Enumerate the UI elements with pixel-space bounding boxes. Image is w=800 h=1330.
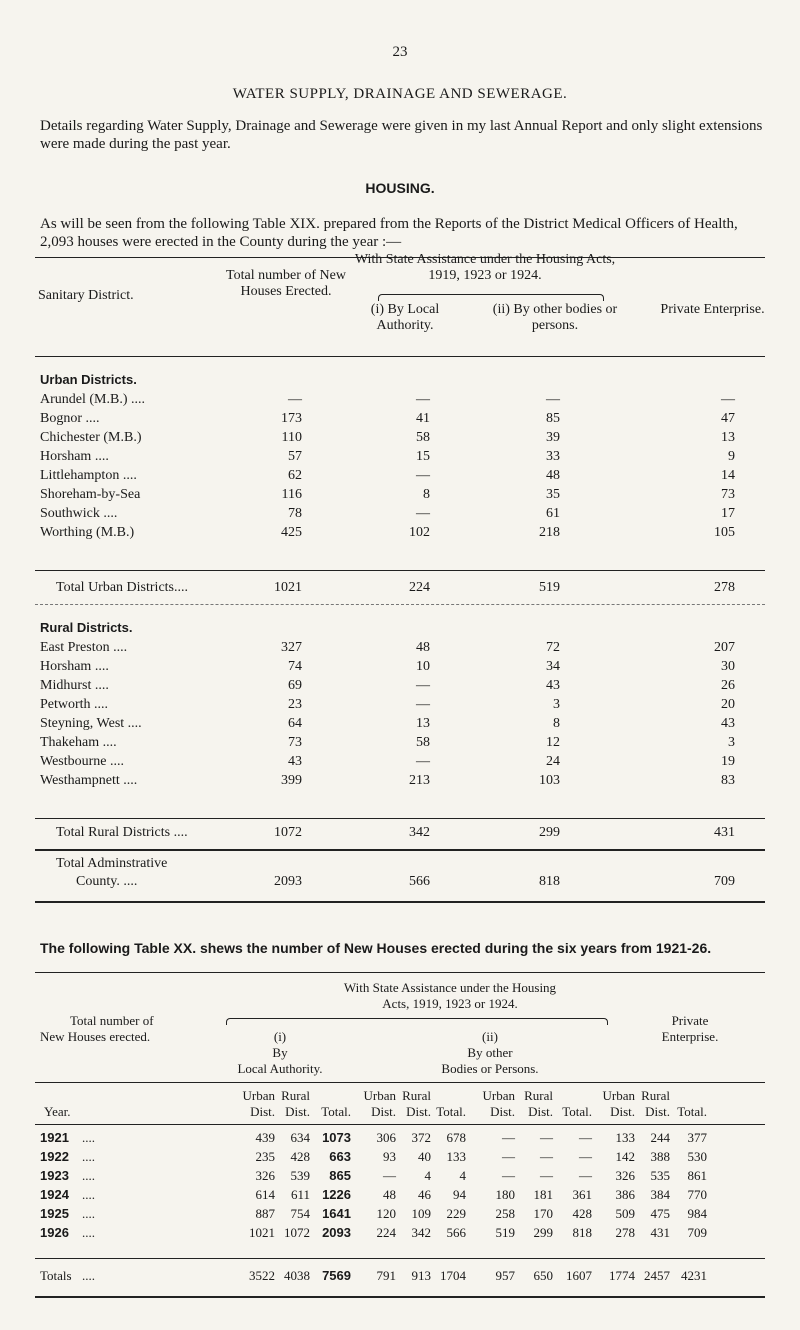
xx-value-cell: 181 bbox=[533, 1187, 553, 1202]
xx-col-rural: Rural bbox=[281, 1088, 310, 1103]
district-other-cell: 8 bbox=[553, 716, 560, 731]
xx-col-dist: Dist. bbox=[528, 1104, 553, 1119]
district-local-cell: 15 bbox=[416, 449, 430, 464]
district-other-cell: 85 bbox=[546, 411, 560, 426]
page-number: 23 bbox=[392, 44, 408, 60]
xx-private-line2: Enterprise. bbox=[661, 1029, 719, 1044]
xx-value-cell: 2093 bbox=[322, 1225, 351, 1240]
county-private-cell: 709 bbox=[714, 874, 735, 889]
xx-value-cell: 678 bbox=[446, 1130, 466, 1145]
district-name: Petworth .... bbox=[40, 697, 109, 712]
district-private-cell: 30 bbox=[721, 659, 735, 674]
county-total-rule bbox=[35, 849, 765, 851]
xx-leader-dots: .... bbox=[82, 1206, 95, 1221]
district-name: Thakeham .... bbox=[40, 735, 117, 750]
xx-value-cell: 4 bbox=[424, 1168, 431, 1183]
xx-totals-cell: 4231 bbox=[681, 1268, 707, 1283]
xx-value-cell: 611 bbox=[290, 1187, 310, 1202]
xx-value-cell: — bbox=[540, 1130, 553, 1145]
table-xix-header-rule bbox=[35, 356, 765, 357]
district-other-cell: 3 bbox=[553, 697, 560, 712]
district-private-cell: 43 bbox=[721, 716, 735, 731]
district-local-cell: 41 bbox=[416, 411, 430, 426]
district-name: Shoreham-by-Sea bbox=[40, 487, 141, 502]
district-name: Horsham .... bbox=[40, 659, 109, 674]
xx-local-line1: (i) bbox=[273, 1029, 287, 1044]
table-xx-totals-rule bbox=[35, 1258, 765, 1259]
xx-local-line3: Local Authority. bbox=[237, 1061, 323, 1076]
xx-year-cell: 1925 bbox=[40, 1206, 69, 1221]
xx-value-cell: 1226 bbox=[322, 1187, 351, 1202]
xx-value-cell: — bbox=[579, 1149, 592, 1164]
xx-value-cell: 431 bbox=[650, 1225, 670, 1240]
housing-paragraph: As will be seen from the following Table XIX. prepared from the Reports of the District Medical Officers of Health, 2,093 houses were erected in the County during the year :— bbox=[40, 216, 738, 250]
district-other-cell: 34 bbox=[546, 659, 560, 674]
xx-value-cell: 388 bbox=[650, 1149, 670, 1164]
xx-col-urban: Urban bbox=[363, 1088, 396, 1103]
xx-totals-cell: 791 bbox=[376, 1268, 396, 1283]
district-local-cell: — bbox=[416, 754, 430, 769]
xx-value-cell: 94 bbox=[453, 1187, 466, 1202]
district-name: Bognor .... bbox=[40, 411, 100, 426]
xx-totals-cell: 4038 bbox=[284, 1268, 310, 1283]
district-local-cell: 13 bbox=[416, 716, 430, 731]
district-total-cell: 1072 bbox=[274, 825, 302, 840]
urban-total-bottom-rule bbox=[35, 604, 765, 605]
xx-col-total: Total. bbox=[677, 1104, 707, 1119]
xx-col-dist: Dist. bbox=[490, 1104, 515, 1119]
district-local-cell: 213 bbox=[409, 773, 430, 788]
xx-local-line2: By bbox=[272, 1045, 288, 1060]
district-private-cell: 431 bbox=[714, 825, 735, 840]
rural-total-rule bbox=[35, 818, 765, 819]
district-local-cell: 342 bbox=[409, 825, 430, 840]
xx-value-cell: 475 bbox=[650, 1206, 670, 1221]
xx-totals-cell: 1704 bbox=[440, 1268, 466, 1283]
county-local-cell: 566 bbox=[409, 874, 430, 889]
xx-value-cell: 180 bbox=[495, 1187, 515, 1202]
xx-state-line1: With State Assistance under the Housing bbox=[343, 980, 557, 995]
district-local-cell: 58 bbox=[416, 735, 430, 750]
district-total-cell: — bbox=[288, 392, 302, 407]
xx-value-cell: 519 bbox=[495, 1225, 515, 1240]
xx-year-cell: 1923 bbox=[40, 1168, 69, 1183]
rural-districts-title: Rural Districts. bbox=[40, 620, 133, 635]
xx-value-cell: — bbox=[502, 1130, 515, 1145]
header-private-enterprise: Private Enterprise. bbox=[660, 302, 765, 317]
header-brace bbox=[378, 294, 604, 301]
xx-value-cell: 93 bbox=[383, 1149, 396, 1164]
district-private-cell: 3 bbox=[728, 735, 735, 750]
district-other-cell: 103 bbox=[539, 773, 560, 788]
district-total-cell: 399 bbox=[281, 773, 302, 788]
xx-year-cell: 1922 bbox=[40, 1149, 69, 1164]
xx-col-urban: Urban bbox=[482, 1088, 515, 1103]
district-other-cell: — bbox=[546, 392, 560, 407]
xx-value-cell: — bbox=[579, 1130, 592, 1145]
xx-value-cell: 109 bbox=[411, 1206, 431, 1221]
header-by-other-bodies: (ii) By other bodies or persons. bbox=[492, 302, 618, 333]
xx-value-cell: 4 bbox=[459, 1168, 466, 1183]
district-other-cell: 218 bbox=[539, 525, 560, 540]
xx-value-cell: 326 bbox=[255, 1168, 275, 1183]
district-other-cell: 43 bbox=[546, 678, 560, 693]
xx-value-cell: 614 bbox=[255, 1187, 275, 1202]
xx-leader-dots: .... bbox=[82, 1149, 95, 1164]
district-total-cell: 74 bbox=[288, 659, 302, 674]
district-name: Arundel (M.B.) .... bbox=[40, 392, 145, 407]
xx-value-cell: 306 bbox=[376, 1130, 396, 1145]
xx-value-cell: 244 bbox=[650, 1130, 670, 1145]
district-local-cell: 8 bbox=[423, 487, 430, 502]
xx-leader-dots: .... bbox=[82, 1187, 95, 1202]
xx-value-cell: 709 bbox=[687, 1225, 707, 1240]
xx-other-line2: By other bbox=[467, 1045, 513, 1060]
xx-col-total: Total. bbox=[436, 1104, 466, 1119]
district-total-cell: 57 bbox=[288, 449, 302, 464]
district-local-cell: — bbox=[416, 697, 430, 712]
xx-value-cell: 754 bbox=[290, 1206, 310, 1221]
xx-leader-dots: .... bbox=[82, 1168, 95, 1183]
xx-value-cell: 530 bbox=[687, 1149, 707, 1164]
xx-value-cell: 887 bbox=[255, 1206, 275, 1221]
xx-value-cell: 1072 bbox=[284, 1225, 310, 1240]
xx-col-dist: Dist. bbox=[406, 1104, 431, 1119]
xx-value-cell: 428 bbox=[572, 1206, 592, 1221]
total-label: Total Urban Districts.... bbox=[56, 580, 188, 595]
xx-value-cell: 326 bbox=[615, 1168, 635, 1183]
xx-year-cell: 1926 bbox=[40, 1225, 69, 1240]
county-total-label-line1: Total Adminstrative bbox=[56, 856, 168, 871]
xx-value-cell: — bbox=[540, 1168, 553, 1183]
xx-value-cell: 428 bbox=[290, 1149, 310, 1164]
district-private-cell: 47 bbox=[721, 411, 735, 426]
urban-districts-title: Urban Districts. bbox=[40, 372, 137, 387]
xx-value-cell: 865 bbox=[329, 1168, 351, 1183]
header-sanitary-district: Sanitary District. bbox=[38, 288, 134, 303]
district-local-cell: — bbox=[416, 506, 430, 521]
xx-col-rural: Rural bbox=[524, 1088, 553, 1103]
table-xx-top-rule bbox=[35, 972, 765, 973]
xx-leader-dots: .... bbox=[82, 1130, 95, 1145]
district-name: Southwick .... bbox=[40, 506, 118, 521]
district-private-cell: 13 bbox=[721, 430, 735, 445]
district-other-cell: 24 bbox=[546, 754, 560, 769]
district-name: Worthing (M.B.) bbox=[40, 525, 135, 540]
xx-value-cell: 299 bbox=[533, 1225, 553, 1240]
district-other-cell: 12 bbox=[546, 735, 560, 750]
xx-totals-cell: 650 bbox=[533, 1268, 553, 1283]
xx-value-cell: 46 bbox=[418, 1187, 431, 1202]
xx-value-cell: 120 bbox=[376, 1206, 396, 1221]
xx-leader-dots: .... bbox=[82, 1225, 95, 1240]
xx-totals-cell: 2457 bbox=[644, 1268, 670, 1283]
county-total-cell: 2093 bbox=[274, 874, 302, 889]
table-xx-intro: The following Table XX. shews the number of New Houses erected during the six years from 1921-26. bbox=[40, 940, 712, 956]
xx-col-year: Year. bbox=[44, 1104, 71, 1119]
xx-col-total: Total. bbox=[562, 1104, 592, 1119]
xx-other-line3: Bodies or Persons. bbox=[441, 1061, 539, 1076]
xx-year-cell: 1924 bbox=[40, 1187, 69, 1202]
xx-value-cell: — bbox=[383, 1168, 396, 1183]
district-total-cell: 69 bbox=[288, 678, 302, 693]
xx-value-cell: 984 bbox=[687, 1206, 707, 1221]
xx-value-cell: 142 bbox=[615, 1149, 635, 1164]
xx-value-cell: 539 bbox=[290, 1168, 310, 1183]
xx-col-urban: Urban bbox=[602, 1088, 635, 1103]
xx-value-cell: 372 bbox=[411, 1130, 431, 1145]
xx-value-cell: 861 bbox=[687, 1168, 707, 1183]
district-name: East Preston .... bbox=[40, 640, 128, 655]
district-local-cell: — bbox=[416, 678, 430, 693]
xx-col-dist: Dist. bbox=[645, 1104, 670, 1119]
urban-total-rule bbox=[35, 570, 765, 571]
xx-value-cell: 133 bbox=[446, 1149, 466, 1164]
xx-value-cell: 377 bbox=[687, 1130, 707, 1145]
xx-value-cell: — bbox=[502, 1168, 515, 1183]
district-name: Horsham .... bbox=[40, 449, 109, 464]
xx-value-cell: 1073 bbox=[322, 1130, 351, 1145]
xx-value-cell: 258 bbox=[495, 1206, 515, 1221]
xx-value-cell: 384 bbox=[650, 1187, 670, 1202]
xx-col-total: Total. bbox=[321, 1104, 351, 1119]
xx-value-cell: 566 bbox=[446, 1225, 466, 1240]
xx-totals-cell: 1774 bbox=[609, 1268, 635, 1283]
xx-value-cell: 235 bbox=[255, 1149, 275, 1164]
water-supply-heading: WATER SUPPLY, DRAINAGE AND SEWERAGE. bbox=[232, 86, 568, 102]
district-local-cell: 224 bbox=[409, 580, 430, 595]
district-total-cell: 173 bbox=[281, 411, 302, 426]
district-name: Westhampnett .... bbox=[40, 773, 138, 788]
header-by-local-authority: (i) By Local Authority. bbox=[370, 302, 440, 333]
county-total-label-line2: County. .... bbox=[76, 874, 138, 889]
district-private-cell: — bbox=[721, 392, 735, 407]
xx-totals-cell: 7569 bbox=[322, 1268, 351, 1283]
district-total-cell: 78 bbox=[288, 506, 302, 521]
xx-totals-label: Totals bbox=[40, 1268, 72, 1283]
xx-value-cell: — bbox=[540, 1149, 553, 1164]
district-total-cell: 110 bbox=[281, 430, 302, 445]
county-other-cell: 818 bbox=[539, 874, 560, 889]
district-private-cell: 83 bbox=[721, 773, 735, 788]
district-other-cell: 48 bbox=[546, 468, 560, 483]
xx-value-cell: 386 bbox=[615, 1187, 635, 1202]
xx-private-line1: Private bbox=[671, 1013, 709, 1028]
xx-value-cell: 229 bbox=[446, 1206, 466, 1221]
district-other-cell: 72 bbox=[546, 640, 560, 655]
xx-value-cell: 40 bbox=[418, 1149, 431, 1164]
district-local-cell: 10 bbox=[416, 659, 430, 674]
xx-value-cell: 634 bbox=[290, 1130, 310, 1145]
xx-value-cell: 509 bbox=[615, 1206, 635, 1221]
district-private-cell: 26 bbox=[721, 678, 735, 693]
district-private-cell: 9 bbox=[728, 449, 735, 464]
district-total-cell: 62 bbox=[288, 468, 302, 483]
xx-totals-cell: 1607 bbox=[566, 1268, 592, 1283]
district-private-cell: 73 bbox=[721, 487, 735, 502]
xx-value-cell: 1021 bbox=[249, 1225, 275, 1240]
xx-col-dist: Dist. bbox=[285, 1104, 310, 1119]
district-other-cell: 39 bbox=[546, 430, 560, 445]
district-name: Littlehampton .... bbox=[40, 468, 137, 483]
district-private-cell: 278 bbox=[714, 580, 735, 595]
xx-col-rural: Rural bbox=[402, 1088, 431, 1103]
district-other-cell: 33 bbox=[546, 449, 560, 464]
xx-total-line1: Total number of bbox=[70, 1013, 154, 1028]
xx-col-dist: Dist. bbox=[610, 1104, 635, 1119]
district-private-cell: 207 bbox=[714, 640, 735, 655]
xx-header-brace bbox=[226, 1018, 608, 1025]
district-total-cell: 425 bbox=[281, 525, 302, 540]
district-total-cell: 1021 bbox=[274, 580, 302, 595]
xx-year-cell: 1921 bbox=[40, 1130, 69, 1145]
xx-value-cell: 439 bbox=[255, 1130, 275, 1145]
district-total-cell: 327 bbox=[281, 640, 302, 655]
xx-value-cell: 818 bbox=[572, 1225, 592, 1240]
district-total-cell: 116 bbox=[281, 487, 302, 502]
water-supply-paragraph: Details regarding Water Supply, Drainage and Sewerage were given in my last Annual Report and only slight extensions were made during the past year. bbox=[40, 118, 763, 152]
xx-value-cell: 770 bbox=[687, 1187, 707, 1202]
xx-value-cell: 278 bbox=[615, 1225, 635, 1240]
xx-state-line2: Acts, 1919, 1923 or 1924. bbox=[382, 996, 518, 1011]
xx-col-dist: Dist. bbox=[371, 1104, 396, 1119]
xx-value-cell: 342 bbox=[411, 1225, 431, 1240]
district-name: Steyning, West .... bbox=[40, 716, 142, 731]
district-private-cell: 20 bbox=[721, 697, 735, 712]
xx-other-line1: (ii) bbox=[482, 1029, 498, 1044]
xx-col-rural: Rural bbox=[641, 1088, 670, 1103]
district-local-cell: — bbox=[416, 392, 430, 407]
district-other-cell: 299 bbox=[539, 825, 560, 840]
xx-value-cell: 224 bbox=[376, 1225, 396, 1240]
xx-col-urban: Urban bbox=[242, 1088, 275, 1103]
xx-value-cell: 48 bbox=[383, 1187, 396, 1202]
district-total-cell: 64 bbox=[288, 716, 302, 731]
district-private-cell: 14 bbox=[721, 468, 735, 483]
xx-value-cell: 663 bbox=[329, 1149, 351, 1164]
xx-value-cell: — bbox=[579, 1168, 592, 1183]
district-total-cell: 43 bbox=[288, 754, 302, 769]
xx-value-cell: 1641 bbox=[322, 1206, 351, 1221]
district-total-cell: 73 bbox=[288, 735, 302, 750]
xx-leader-dots: .... bbox=[82, 1268, 95, 1283]
xx-value-cell: 170 bbox=[533, 1206, 553, 1221]
district-private-cell: 19 bbox=[721, 754, 735, 769]
header-total-new-houses: Total number of New Houses Erected. bbox=[226, 268, 346, 299]
district-name: Chichester (M.B.) bbox=[40, 430, 142, 445]
header-state-assistance: With State Assistance under the Housing Acts, 1919, 1923 or 1924. bbox=[354, 252, 616, 283]
total-label: Total Rural Districts .... bbox=[56, 825, 188, 840]
xx-col-dist: Dist. bbox=[250, 1104, 275, 1119]
district-local-cell: 102 bbox=[409, 525, 430, 540]
district-local-cell: 48 bbox=[416, 640, 430, 655]
xx-totals-cell: 3522 bbox=[249, 1268, 275, 1283]
xx-value-cell: 361 bbox=[572, 1187, 592, 1202]
xx-totals-cell: 957 bbox=[495, 1268, 515, 1283]
district-private-cell: 105 bbox=[714, 525, 735, 540]
table-xx-bottom-rule bbox=[35, 1296, 765, 1298]
housing-heading: HOUSING. bbox=[365, 180, 435, 196]
district-other-cell: 519 bbox=[539, 580, 560, 595]
xx-value-cell: — bbox=[502, 1149, 515, 1164]
xx-totals-cell: 913 bbox=[411, 1268, 431, 1283]
district-name: Westbourne .... bbox=[40, 754, 125, 769]
xx-value-cell: 133 bbox=[615, 1130, 635, 1145]
district-local-cell: — bbox=[416, 468, 430, 483]
table-xix-bottom-rule bbox=[35, 901, 765, 903]
district-other-cell: 61 bbox=[546, 506, 560, 521]
table-xx-header-rule bbox=[35, 1124, 765, 1125]
xx-value-cell: 535 bbox=[650, 1168, 670, 1183]
district-total-cell: 23 bbox=[288, 697, 302, 712]
district-local-cell: 58 bbox=[416, 430, 430, 445]
table-xx-subheader-rule bbox=[35, 1082, 765, 1083]
district-private-cell: 17 bbox=[721, 506, 735, 521]
district-name: Midhurst .... bbox=[40, 678, 109, 693]
district-other-cell: 35 bbox=[546, 487, 560, 502]
xx-total-line2: New Houses erected. bbox=[40, 1029, 151, 1044]
